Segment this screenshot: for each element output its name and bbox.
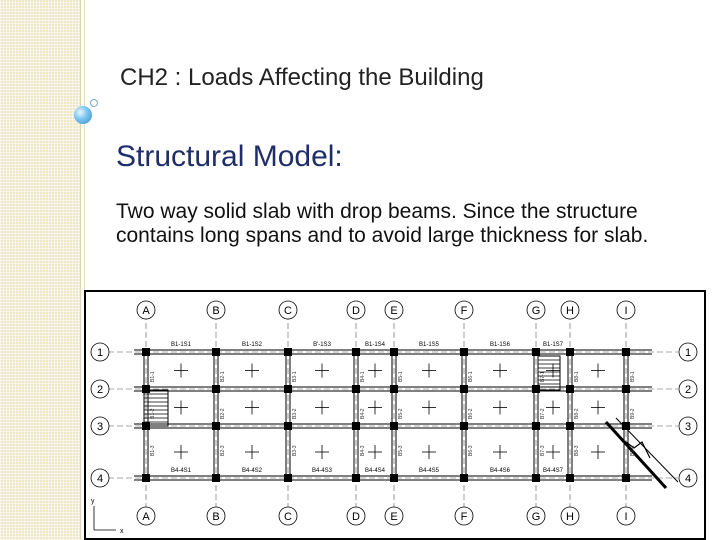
column-square [622,474,630,482]
beam-tag-text: B5-1 [398,371,404,382]
grid-bubble-bottom-label: E [390,511,398,523]
beam-label-bottom: B4-4S1 [170,468,192,474]
grid-bubble-bottom-label: H [566,511,574,523]
beam-tag-text: B6-1 [468,371,474,382]
beam-label-top: B1-1S1 [170,342,192,348]
beam-tag-text: B2-1 [220,371,226,382]
column-square [142,348,150,356]
beam-label-bottom: B4-4S2 [241,468,263,474]
beam-label-bottom: B4-4S6 [489,468,511,474]
grid-bubble-bottom-label: A [142,511,150,523]
grid-bubble-top-label: D [352,305,360,317]
grid-bubble-right-label: 4 [684,473,692,485]
beam-label-top: B1-1S4 [364,342,386,348]
beam-tag-text: B2-2 [220,408,226,419]
column-square [460,385,468,393]
grid-bubble-top-label: C [284,305,292,317]
column-square [566,348,574,356]
column-square [460,348,468,356]
beam-label-bottom: B4-4S3 [311,468,333,474]
column-square [142,474,150,482]
column-square [212,348,220,356]
beam-tag-text: B1-2 [150,408,156,419]
beam-tag-text: B5-2 [398,408,404,419]
beam-tag-text: B1-1 [150,371,156,382]
section-title: Structural Model: [116,140,343,173]
beam-label-top: B1-1S2 [241,342,263,348]
grid-bubble-right-label: 3 [684,421,692,433]
grid-bubble-right-label: 1 [684,347,692,359]
column-square [532,385,540,393]
beam-tag-text: B3-3 [292,445,298,456]
grid-bubble-top-label: G [531,305,541,317]
beam-tag-text: B4-2 [360,408,366,419]
column-square [284,348,292,356]
beam-tag-text: B7-3 [540,445,546,456]
grid-bubble-left-label: 3 [96,421,104,433]
beam-tag-text: B3-2 [292,408,298,419]
column-square [532,422,540,430]
column-square [460,422,468,430]
grid-bubble-left-label: 4 [96,473,104,485]
decorative-left-strip [0,0,81,540]
beam-tag-text: B8-1 [574,371,580,382]
column-square [566,385,574,393]
beam-label-bottom: B4-4S4 [364,468,386,474]
column-square [390,474,398,482]
grid-bubble-right-label: 2 [684,384,692,396]
beam-tag-text: B2-3 [220,445,226,456]
column-square [352,348,360,356]
decorative-blue-circle-icon [74,106,92,124]
beam-tag-text: B8-3 [574,445,580,456]
beam-tag-text: B8-2 [574,408,580,419]
column-square [284,422,292,430]
beam-tag-text: B4-1 [360,371,366,382]
beam-label-bottom: B4-4S7 [542,468,564,474]
column-square [566,422,574,430]
column-square [284,474,292,482]
column-square [142,385,150,393]
column-square [352,474,360,482]
column-square [284,385,292,393]
column-square [352,385,360,393]
beam-tag-text: B6-3 [468,445,474,456]
grid-bubble-left-label: 1 [96,347,104,359]
structural-plan-drawing [84,290,706,540]
beam-tag-text: B9-3 [630,445,636,456]
beam-tag-text: B9-1 [630,371,636,382]
grid-bubble-top-label: A [142,305,150,317]
beam-label-bottom: B4-4S5 [418,468,440,474]
beam-label-top: B1-1S6 [489,342,511,348]
grid-bubble-top-label: B [212,305,220,317]
grid-bubble-bottom-label: D [352,511,360,523]
grid-bubble-bottom-label: C [284,511,292,523]
beam-label-top: B1-1S5 [418,342,440,348]
column-square [532,348,540,356]
beam-tag-text: B1-3 [150,445,156,456]
beam-tag-text: B4-3 [360,445,366,456]
column-square [212,474,220,482]
axis-y-label: y [91,498,95,505]
slide-header-title: CH2 : Loads Affecting the Building [120,64,484,91]
beam-tag-text: B3-1 [292,371,298,382]
beam-tag-text: B5-3 [398,445,404,456]
column-square [460,474,468,482]
grid-bubble-top-label: F [460,305,468,317]
structural-plan-svg [86,292,704,538]
beam-tag-text: B7-2 [540,408,546,419]
grid-bubble-bottom-label: B [212,511,220,523]
column-square [390,385,398,393]
grid-bubble-bottom-label: G [531,511,541,523]
column-square [212,385,220,393]
beam-label-top: B1-1S7 [542,342,564,348]
grid-bubble-left-label: 2 [96,384,104,396]
column-square [622,348,630,356]
decorative-small-circle-icon [90,99,98,107]
beam-tag-text: B6-2 [468,408,474,419]
column-square [352,422,360,430]
axis-x-label: x [120,528,124,535]
grid-bubble-top-label: I [624,305,628,317]
grid-bubble-bottom-label: I [624,511,628,523]
grid-bubble-bottom-label: F [460,511,468,523]
column-square [390,422,398,430]
beam-tag-text: B9-2 [630,408,636,419]
grid-bubble-top-label: E [390,305,398,317]
grid-bubble-top-label: H [566,305,574,317]
body-text: Two way solid slab with drop beams. Since the structure contains long spans and to avoid large thickness for slab. [116,200,649,247]
beam-tag-text: B7-1 [540,371,546,382]
column-square [532,474,540,482]
column-square [212,422,220,430]
column-square [566,474,574,482]
column-square [390,348,398,356]
column-square [622,385,630,393]
beam-label-top: B'-1S3 [313,342,331,348]
